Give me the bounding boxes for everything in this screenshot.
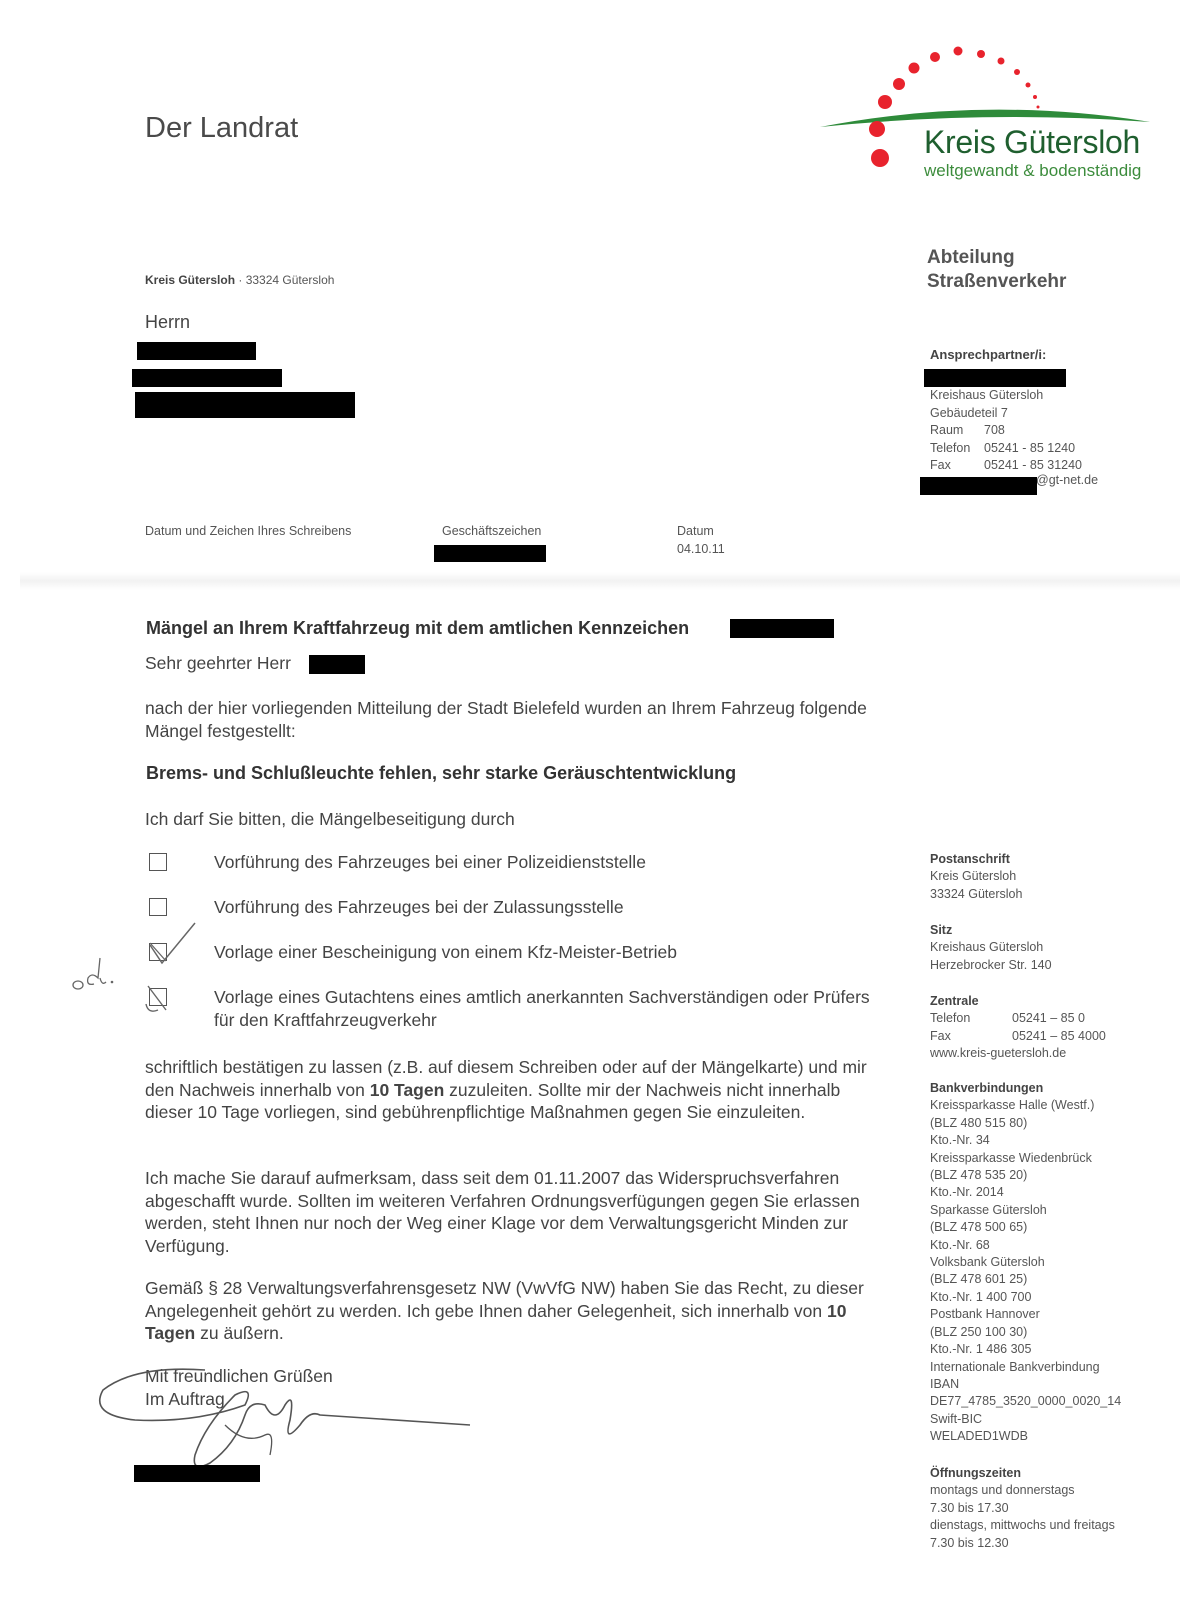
contact-fax: Fax 05241 - 85 31240 bbox=[930, 458, 1083, 472]
objection-paragraph: Ich mache Sie darauf aufmerksam, dass seit dem 01.11.2007 das Widerspruchsverfahren abgeschafft wurde. Sollten im weiteren Verfahren Ordnungsverfügungen gegen Sie erlassen werden, steht Ihnen nur noch der Weg einer Klage vor dem Verwaltungsgericht Minden zur Verfügung. bbox=[145, 1168, 860, 1256]
contact-details bbox=[930, 387, 1082, 475]
letter-subject: Mängel an Ihrem Kraftfahrzeug mit dem amtlichen Kennzeichen bbox=[146, 618, 690, 638]
redacted-recipient-city bbox=[135, 392, 355, 418]
contact-building-part: Gebäudeteil 7 bbox=[930, 405, 1008, 420]
your-letter-label: Datum und Zeichen Ihres Schreibens bbox=[145, 524, 352, 538]
redacted-license-plate bbox=[730, 619, 834, 638]
contact-email-domain: @gt-net.de bbox=[1036, 473, 1099, 487]
bank-details-block: Bankverbindungen Kreissparkasse Halle (Westf.) (BLZ 480 515 80) Kto.-Nr. 34 Kreissparkasse Wiedenbrück (BLZ 478 535 20) Kto.-Nr. 2014 Sparkasse Gütersloh (BLZ 478 500 65) Kto.-Nr. 68 Volksbank Gütersloh (BLZ 478 601 25) Kto.-Nr. 1 400 700 Postbank Hannover (BLZ 250 100 30) Kto.-Nr. 1 486 305 Internationale Bankverbindung IBAN DE77_4785_3520_0000_0020_14 Swift-BIC WELADED1WDB bbox=[930, 1081, 1122, 1444]
defects-statement: Brems- und Schlußleuchte fehlen, sehr starke Geräuschtentwicklung bbox=[146, 763, 737, 783]
redacted-contact-name bbox=[924, 369, 1066, 387]
contact-building: Kreishaus Gütersloh bbox=[930, 388, 1044, 402]
redacted-recipient-name bbox=[137, 342, 256, 360]
sender-address: · 33324 Gütersloh bbox=[238, 273, 335, 287]
option-checkbox-registration[interactable] bbox=[149, 898, 167, 916]
option-label-mechanic: Vorlage einer Bescheinigung von einem Kfz-Meister-Betrieb bbox=[214, 942, 678, 962]
option-label-police: Vorführung des Fahrzeuges bei einer Polizeidienststelle bbox=[214, 852, 646, 872]
contact-title: Ansprechpartner/i: bbox=[930, 347, 1047, 362]
sender-return-address bbox=[145, 273, 334, 287]
website-link[interactable]: www.kreis-guetersloh.de bbox=[930, 1046, 1067, 1061]
contact-phone: Telefon 05241 - 85 1240 bbox=[930, 440, 1076, 455]
redacted-email-local-part bbox=[920, 477, 1037, 495]
redacted-salutation-name bbox=[309, 655, 365, 674]
letterhead-title: Der Landrat bbox=[145, 112, 299, 144]
deadline-bold: 10 Tagen bbox=[369, 1079, 445, 1100]
department-block bbox=[927, 246, 1066, 294]
hearing-paragraph: Gemäß § 28 Verwaltungsverfahrensgesetz NW (VwVfG NW) haben Sie das Recht, zu dieser Angelegenheit gehört zu werden. Ich gebe Ihnen daher Gelegenheit, sich innerhalb von 10 Tagen zu äußern. bbox=[145, 1278, 864, 1343]
recipient-title: Herrn bbox=[145, 312, 191, 332]
file-number-label: Geschäftszeichen bbox=[442, 524, 542, 538]
date-label: Datum bbox=[677, 524, 714, 538]
scan-fold-line bbox=[20, 572, 1180, 590]
date-value: 04.10.11 bbox=[677, 542, 725, 556]
handwritten-signature bbox=[95, 1345, 475, 1485]
opening-hours-block: Öffnungszeiten montags und donnerstags 7.30 bis 17.30 dienstags, mittwochs und freitags 7.30 bis 12.30 bbox=[930, 1466, 1115, 1550]
logo-wordmark: Kreis Gütersloh bbox=[924, 124, 1141, 160]
redacted-recipient-street bbox=[132, 369, 282, 387]
redacted-file-number bbox=[434, 545, 546, 562]
handwritten-note-od bbox=[70, 952, 130, 997]
confirmation-paragraph: schriftlich bestätigen zu lassen (z.B. auf diesem Schreiben oder auf der Mängelkarte) und mir den Nachweis innerhalb von 10 Tagen zuzuleiten. Sollte mir der Nachweis nicht innerhalb dieser 10 Tage vorliegen, sind gebührenpflichtige Maßnahmen gegen Sie einzuleiten. bbox=[145, 1057, 867, 1122]
option-checkbox-police[interactable] bbox=[149, 853, 167, 871]
department-line-1: Abteilung bbox=[927, 247, 1015, 268]
option-label-expert: Vorlage eines Gutachtens eines amtlich anerkannten Sachverständigen oder Prüfers für den Kraftfahrzeugverkehr bbox=[214, 987, 870, 1030]
handwritten-check-mark-mechanic bbox=[140, 915, 200, 970]
handwritten-check-mark-expert bbox=[140, 980, 180, 1020]
hearing-deadline-bold: 10 Tagen bbox=[145, 1300, 847, 1343]
intro-paragraph: nach der hier vorliegenden Mitteilung der Stadt Bielefeld wurden an Ihrem Fahrzeug folgende Mängel festgestellt: bbox=[145, 698, 867, 741]
logo-tagline: weltgewandt & bodenständig bbox=[924, 161, 1142, 180]
request-text: Ich darf Sie bitten, die Mängelbeseitigung durch bbox=[145, 809, 515, 829]
department-line-2: Straßenverkehr bbox=[927, 271, 1067, 292]
postal-address-block: Postanschrift Kreis Gütersloh 33324 Gütersloh bbox=[930, 852, 1023, 901]
seat-block: Sitz Kreishaus Gütersloh Herzebrocker Str. 140 bbox=[930, 923, 1052, 972]
closing-on-behalf: Im Auftrag bbox=[145, 1388, 225, 1409]
central-office-block: Zentrale Telefon 05241 – 85 0 Fax 05241 – 85 4000 www.kreis-guetersloh.de bbox=[930, 993, 1106, 1063]
redacted-signatory-name bbox=[134, 1465, 260, 1482]
contact-room: Raum 708 bbox=[930, 423, 1005, 437]
sender-name: Kreis Gütersloh bbox=[145, 273, 236, 287]
option-label-registration: Vorführung des Fahrzeuges bei der Zulassungsstelle bbox=[214, 897, 624, 917]
salutation: Sehr geehrter Herr bbox=[145, 653, 291, 673]
closing-greeting: Mit freundlichen Grüßen bbox=[145, 1366, 333, 1386]
